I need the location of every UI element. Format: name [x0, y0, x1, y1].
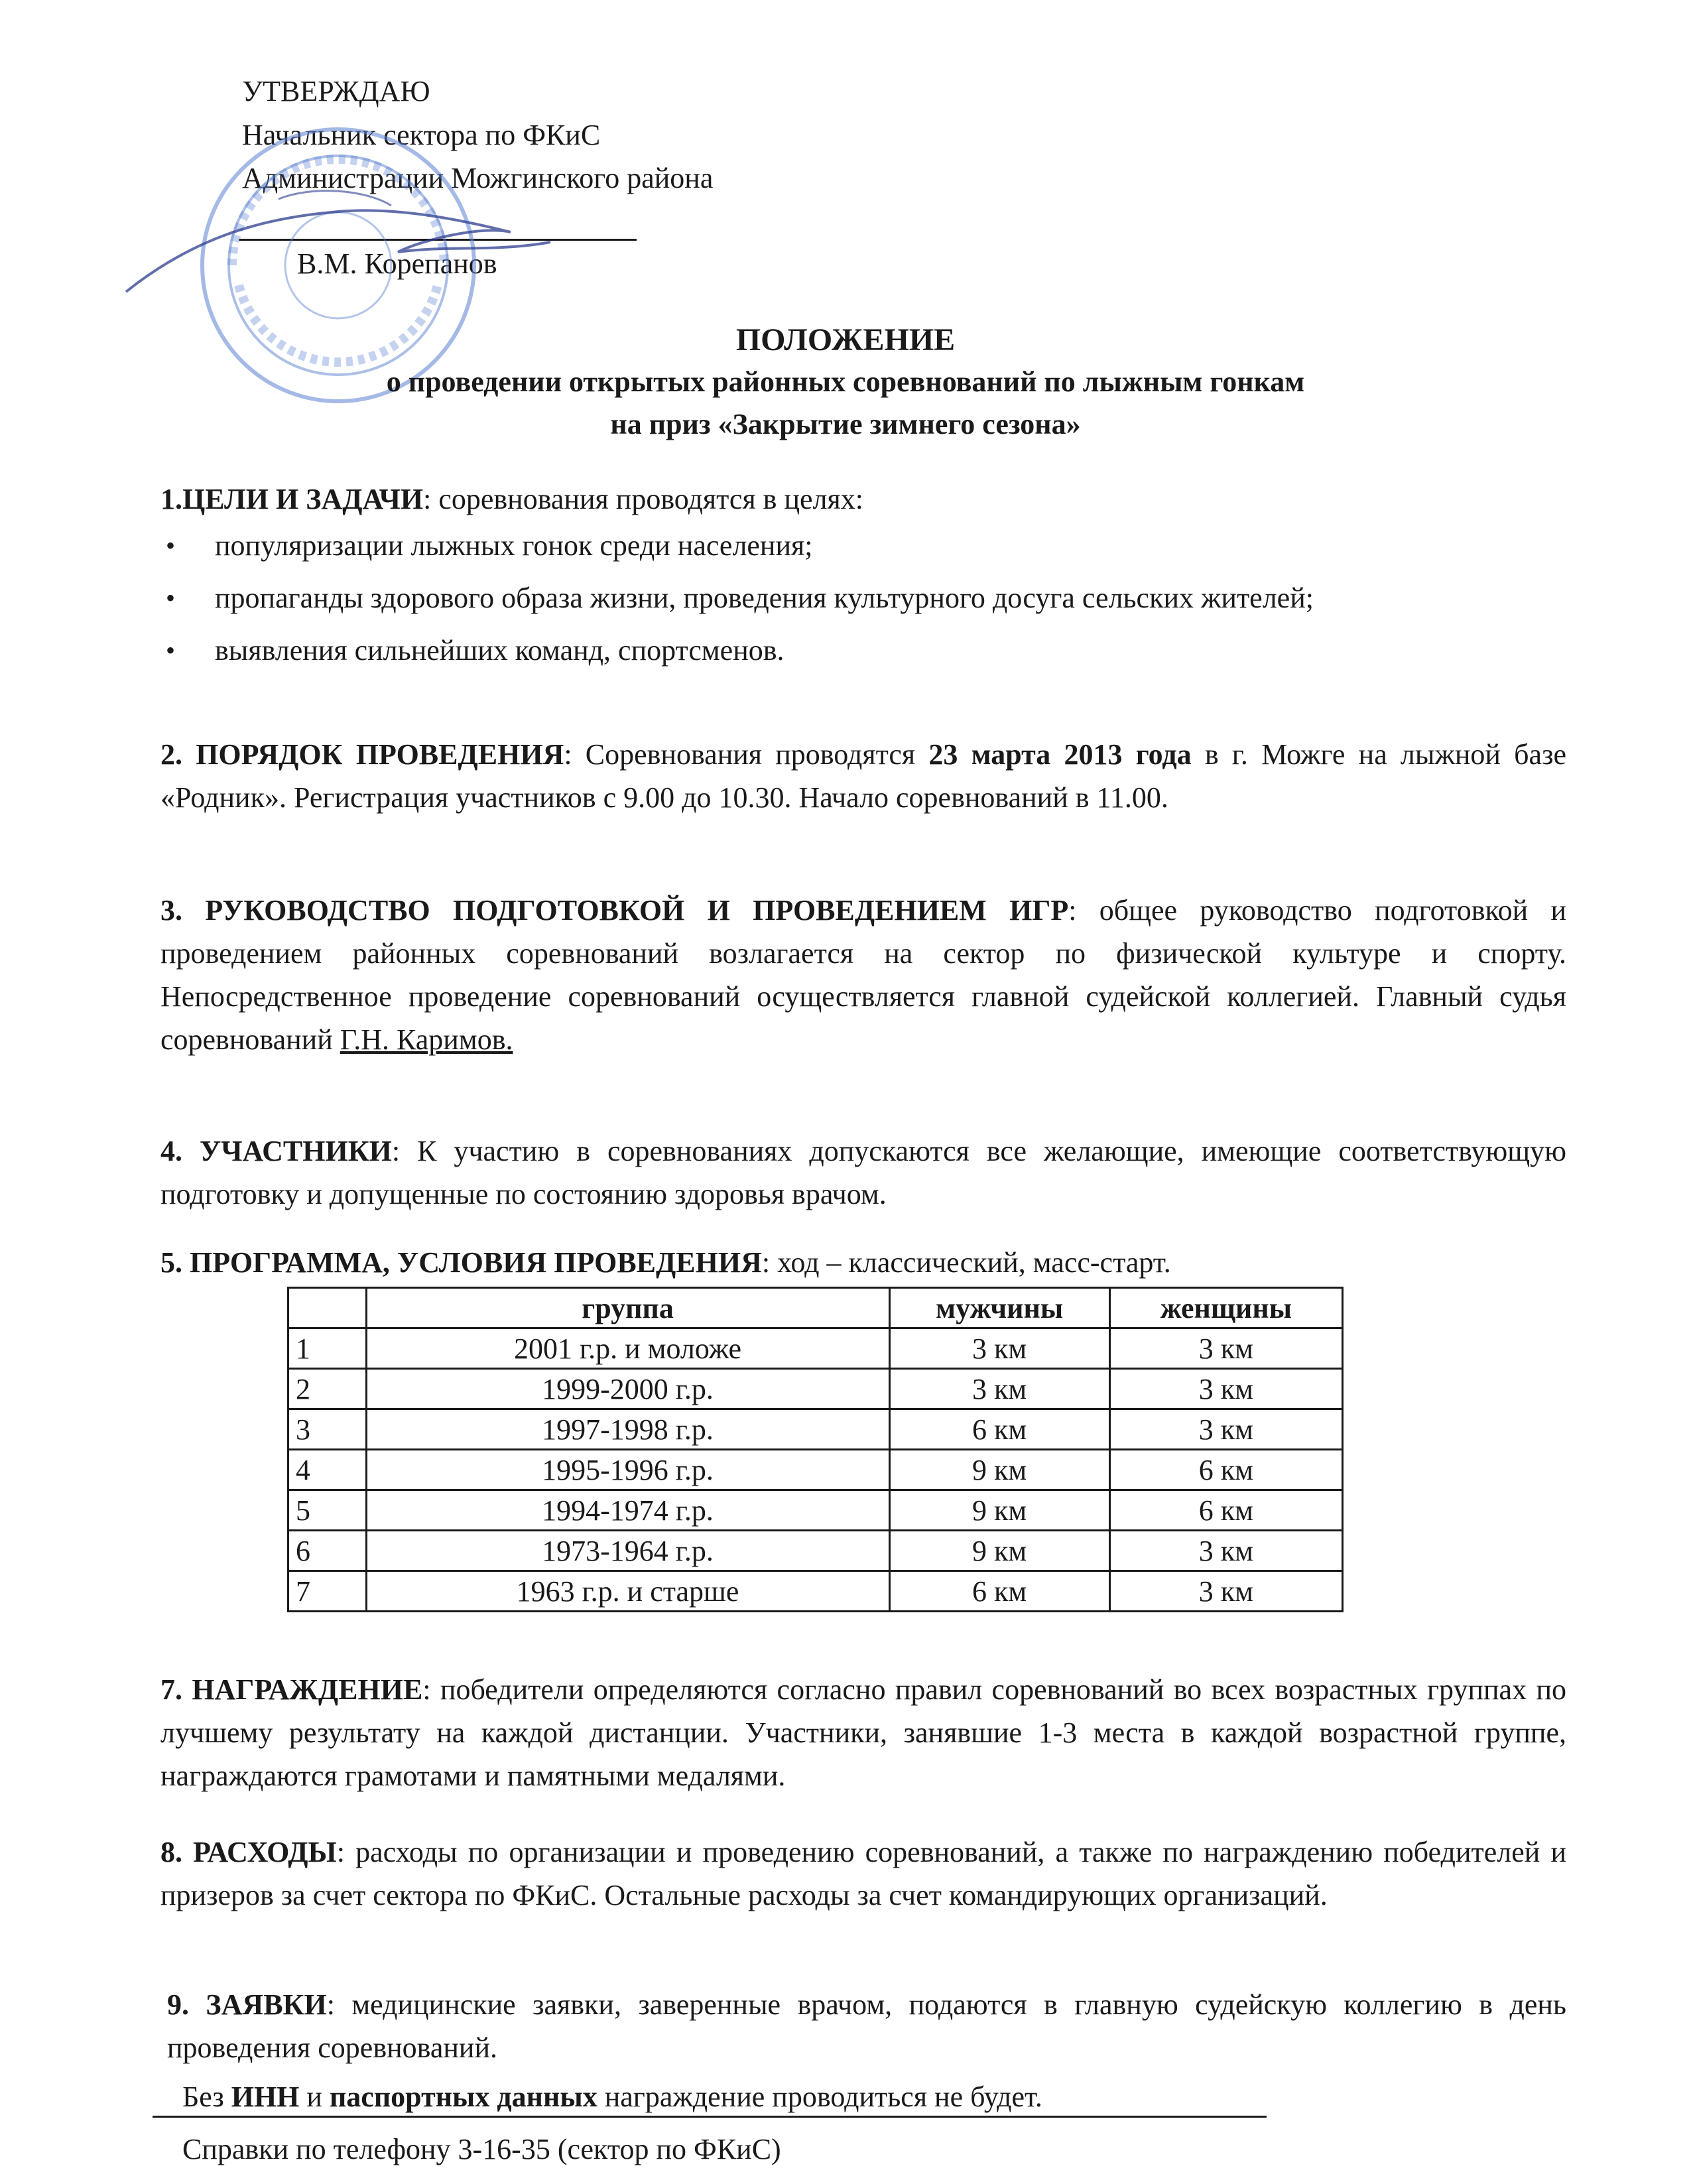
table-cell: 3 км	[889, 1369, 1109, 1409]
table-row	[288, 1450, 1343, 1490]
table-cell: 2	[288, 1369, 367, 1409]
approval-line-3: Администрации Можгинского района	[242, 162, 714, 194]
table-header-group: группа	[366, 1288, 889, 1328]
event-date: 23 марта 2013 года	[928, 738, 1192, 771]
table-header-row	[288, 1288, 1343, 1328]
table-cell: 5	[288, 1490, 367, 1531]
section-1-heading	[160, 482, 863, 517]
table-cell: 9 км	[889, 1450, 1109, 1490]
section-8-title: 8. РАСХОДЫ	[160, 1836, 337, 1868]
section-2-text-cont: в г. Можге на лыжной базе «Родник». Регистрация участников с 9.00 до 10.30. Начало соревнований в 11.00.	[160, 738, 1566, 814]
chief-judge: Г.Н. Каримов.	[340, 1023, 513, 1056]
approval-line-1: УТВЕРЖДАЮ	[242, 75, 430, 107]
document-title: ПОЛОЖЕНИЕ	[735, 322, 956, 357]
list-item: • пропаганды здорового образа жизни, проведения культурного досуга сельских жителей;	[154, 576, 1566, 619]
table-cell: 1995-1996 г.р.	[366, 1450, 889, 1490]
awards-note	[182, 2080, 1042, 2114]
table-cell: 1973-1964 г.р.	[366, 1531, 889, 1571]
table-row	[288, 1409, 1343, 1450]
section-7-title: 7. НАГРАЖДЕНИЕ	[160, 1673, 423, 1706]
section-3-text: : общее руководство подготовкой и проведением районных соревнований возлагается на сектор по физической культуре и спорту. Непосредственное проведение соревнований осуществляется главной судейской коллегией. Главный судья соревнований	[160, 894, 1567, 1056]
awards-note-underline	[153, 2116, 1267, 2118]
table-cell: 6 км	[1109, 1450, 1342, 1490]
section-7-text: : победители определяются согласно правил соревнований во всех возрастных группах по лучшему результату на каждой дистанции. Участники, занявшие 1-3 места в каждой возрастной группе, награждаются грамотами и памятными медалями.	[160, 1673, 1566, 1792]
phone-info: Справки по телефону 3-16-35 (сектор по ФКиС)	[182, 2133, 781, 2165]
table-row	[288, 1328, 1343, 1369]
section-8	[160, 1831, 1566, 1917]
section-2-text: : Соревнования проводятся	[564, 738, 929, 771]
approval-signer: В.М. Корепанов	[297, 247, 497, 280]
awards-note-passport: паспортных данных	[329, 2081, 597, 2113]
table-cell: 1999-2000 г.р.	[366, 1369, 889, 1409]
section-5-text: : ход – классический, масс-старт.	[761, 1246, 1171, 1279]
section-9-title: 9. ЗАЯВКИ	[167, 1988, 327, 2021]
table-cell: 3 км	[1109, 1328, 1342, 1369]
table-cell: 1994-1974 г.р.	[366, 1490, 889, 1531]
table-cell: 1997-1998 г.р.	[366, 1409, 889, 1450]
program-table	[287, 1287, 1344, 1612]
section-3-title: 3. РУКОВОДСТВО ПОДГОТОВКОЙ И ПРОВЕДЕНИЕМ ИГР	[160, 894, 1069, 927]
approval-line-2: Начальник сектора по ФКиС	[242, 119, 601, 151]
awards-note-text-3: награждение проводиться не будет.	[597, 2081, 1042, 2113]
table-cell: 2001 г.р. и моложе	[366, 1328, 889, 1369]
table-header-men: мужчины	[889, 1288, 1109, 1328]
table-cell: 1963 г.р. и старше	[366, 1571, 889, 1612]
document-subtitle-2: на приз «Закрытие зимнего сезона»	[610, 408, 1081, 440]
section-1-intro: : соревнования проводятся в целях:	[423, 483, 863, 515]
section-7	[160, 1668, 1566, 1797]
list-item: • выявления сильнейших команд, спортсменов.	[154, 629, 1566, 672]
document-subtitle-1: о проведении открытых районных соревнований по лыжным гонкам	[386, 365, 1305, 398]
table-row	[288, 1369, 1343, 1409]
awards-note-inn: ИНН	[231, 2081, 300, 2113]
goals-list	[154, 524, 1566, 681]
section-5	[160, 1246, 1171, 1280]
section-2-title: 2. ПОРЯДОК ПРОВЕДЕНИЯ	[160, 738, 564, 771]
section-8-text: : расходы по организации и проведению соревнований, а также по награждению победителей и призеров за счет сектора по ФКиС. Остальные расходы за счет командирующих организаций.	[160, 1836, 1566, 1911]
signature-icon	[113, 159, 564, 305]
table-cell: 6 км	[889, 1409, 1109, 1450]
table-cell: 3 км	[1109, 1409, 1342, 1450]
table-cell: 3 км	[1109, 1369, 1342, 1409]
section-1-title: 1.ЦЕЛИ И ЗАДАЧИ	[160, 483, 424, 515]
table-header-women: женщины	[1109, 1288, 1342, 1328]
table-cell: 3 км	[889, 1328, 1109, 1369]
table-cell: 9 км	[889, 1531, 1109, 1571]
table-cell: 6 км	[1109, 1490, 1342, 1531]
table-cell: 9 км	[889, 1490, 1109, 1531]
section-4-title: 4. УЧАСТНИКИ	[160, 1135, 392, 1167]
table-cell: 6	[288, 1531, 367, 1571]
section-2	[160, 733, 1566, 819]
section-9-text: : медицинские заявки, заверенные врачом, подаются в главную судейскую коллегию в день проведения соревнований.	[167, 1988, 1566, 2064]
section-5-title: 5. ПРОГРАММА, УСЛОВИЯ ПРОВЕДЕНИЯ	[160, 1246, 762, 1279]
table-row	[288, 1531, 1343, 1571]
table-row	[288, 1571, 1343, 1612]
table-cell: 1	[288, 1328, 367, 1369]
table-cell: 3 км	[1109, 1531, 1342, 1571]
table-cell: 3	[288, 1409, 367, 1450]
table-cell: 4	[288, 1450, 367, 1490]
table-cell: 6 км	[889, 1571, 1109, 1612]
list-item: • популяризации лыжных гонок среди населения;	[154, 524, 1566, 567]
awards-note-text-2: и	[299, 2081, 330, 2113]
section-3	[160, 889, 1566, 1061]
table-cell: 3 км	[1109, 1571, 1342, 1612]
table-row	[288, 1490, 1343, 1531]
section-9	[167, 1983, 1566, 2069]
awards-note-text: Без	[182, 2081, 231, 2113]
table-cell: 7	[288, 1571, 367, 1612]
table-header-num	[288, 1288, 367, 1328]
section-4	[160, 1129, 1566, 1216]
section-4-text: : К участию в соревнованиях допускаются все желающие, имеющие соответствующую подготовку и допущенные по состоянию здоровья врачом.	[160, 1135, 1566, 1210]
